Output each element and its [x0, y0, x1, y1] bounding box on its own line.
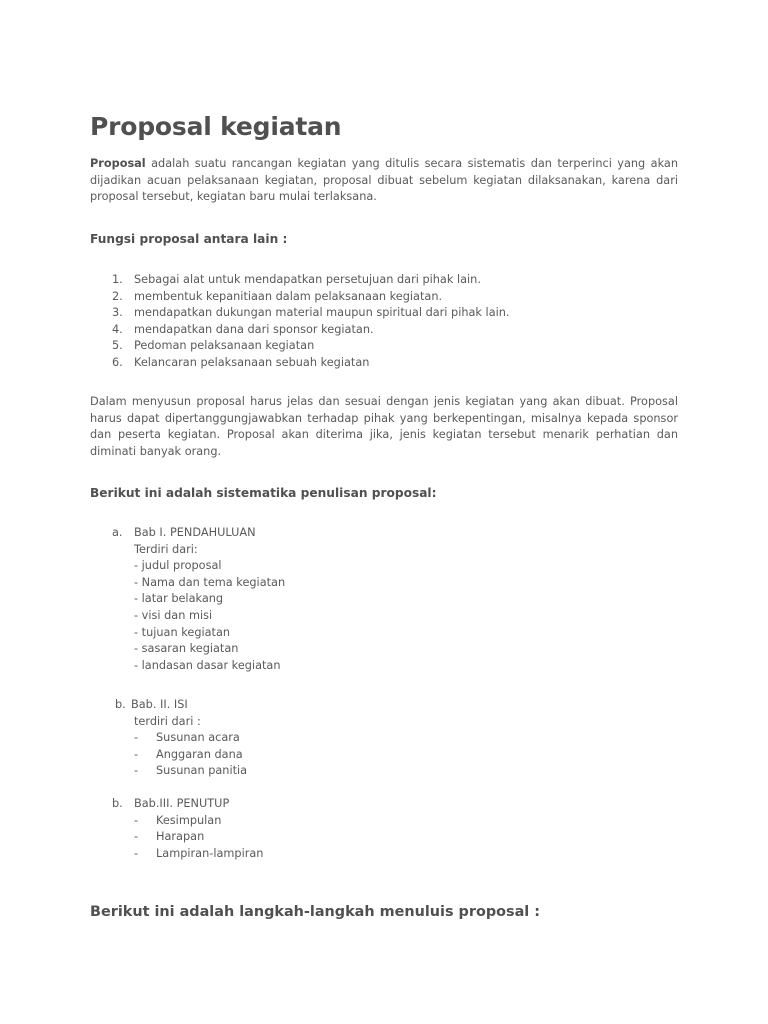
bab3-item-text: Lampiran-lampiran — [156, 846, 264, 860]
bab3-item-dash: - — [134, 813, 139, 827]
list-item-number: 2. — [112, 289, 123, 303]
list-item-number: 5. — [112, 339, 123, 353]
page-title: Proposal kegiatan — [90, 112, 342, 141]
intro-paragraph — [90, 156, 678, 206]
list-item-text: Pedoman pelaksanaan kegiatan — [134, 339, 315, 353]
list-item-number: 6. — [112, 355, 123, 369]
bab3-marker: b. — [112, 797, 123, 810]
bab3-item-dash: - — [134, 846, 139, 860]
bab2-item-dash: - — [134, 731, 139, 745]
list-item-number: 4. — [112, 322, 123, 336]
list-item-number: 3. — [112, 306, 123, 320]
bab2-item-text: Susunan acara — [156, 731, 240, 745]
bab2-sub: terdiri dari : — [134, 714, 201, 728]
bab1-item-text: - latar belakang — [134, 592, 224, 606]
bab3-item-text: Harapan — [156, 830, 205, 844]
list-item-text: mendapatkan dukungan material maupun spiritual dari pihak lain. — [134, 306, 510, 320]
list-item — [112, 338, 672, 355]
bab1-item-text: - judul proposal — [134, 559, 222, 573]
bab3-item-text: Kesimpulan — [156, 813, 222, 827]
bab1-sub: Terdiri dari: — [134, 542, 198, 556]
list-item — [112, 322, 672, 339]
fungsi-heading: Fungsi proposal antara lain : — [90, 232, 288, 246]
bab2-item-dash: - — [134, 764, 139, 778]
bab2-item-text: Anggaran dana — [156, 747, 243, 761]
list-item-text: Kelancaran pelaksanaan sebuah kegiatan — [134, 355, 370, 369]
bab3-item-dash: - — [134, 830, 139, 844]
bab2-marker: b. — [115, 698, 126, 711]
list-item — [112, 355, 672, 372]
bab2-item-text: Susunan panitia — [156, 764, 248, 778]
bab2-item-dash: - — [134, 747, 139, 761]
bab3-title: Bab.III. PENUTUP — [134, 797, 230, 810]
bab1-item-text: - sasaran kegiatan — [134, 642, 239, 656]
list-item — [112, 289, 672, 306]
sistematika-heading: Berikut ini adalah sistematika penulisan proposal: — [90, 486, 437, 500]
intro-text: adalah suatu rancangan kegiatan yang ditulis secara sistematis dan terperinci yang akan dijadikan acuan pelaksanaan kegiatan, proposal dibuat sebelum kegiatan dilaksanakan, karena dari proposal tersebut, kegiatan baru mulai terlaksana. — [90, 157, 678, 204]
list-item-text: mendapatkan dana dari sponsor kegiatan. — [134, 322, 374, 336]
list-item — [112, 305, 672, 322]
bab1-item-text: - tujuan kegiatan — [134, 625, 231, 639]
bab1-item-text: - landasan dasar kegiatan — [134, 658, 281, 672]
bab1-marker: a. — [112, 526, 123, 539]
bab1-item-text: - Nama dan tema kegiatan — [134, 575, 286, 589]
list-item-text: Sebagai alat untuk mendapatkan persetujuan dari pihak lain. — [134, 273, 481, 286]
list-item-number: 1. — [112, 273, 123, 286]
langkah-heading: Berikut ini adalah langkah-langkah menuluis proposal : — [90, 904, 540, 920]
bab1-item-text: - visi dan misi — [134, 608, 213, 622]
bab1-title: Bab I. PENDAHULUAN — [134, 526, 256, 539]
list-item — [112, 272, 672, 289]
fungsi-list — [112, 272, 672, 372]
list-item-text: membentuk kepanitiaan dalam pelaksanaan kegiatan. — [134, 289, 443, 303]
bab2-title: Bab. II. ISI — [131, 698, 188, 711]
menyusun-paragraph: Dalam menyusun proposal harus jelas dan sesuai dengan jenis kegiatan yang akan dibuat. Proposal harus dapat dipertanggungjawabkan terhadap pihak yang berkepentingan, misalnya kepada sponsor dan peserta kegiatan. Proposal akan diterima jika, jenis kegiatan tersebut menarik perhatian dan diminati banyak orang. — [90, 395, 678, 458]
intro-bold-term: Proposal — [90, 157, 146, 170]
